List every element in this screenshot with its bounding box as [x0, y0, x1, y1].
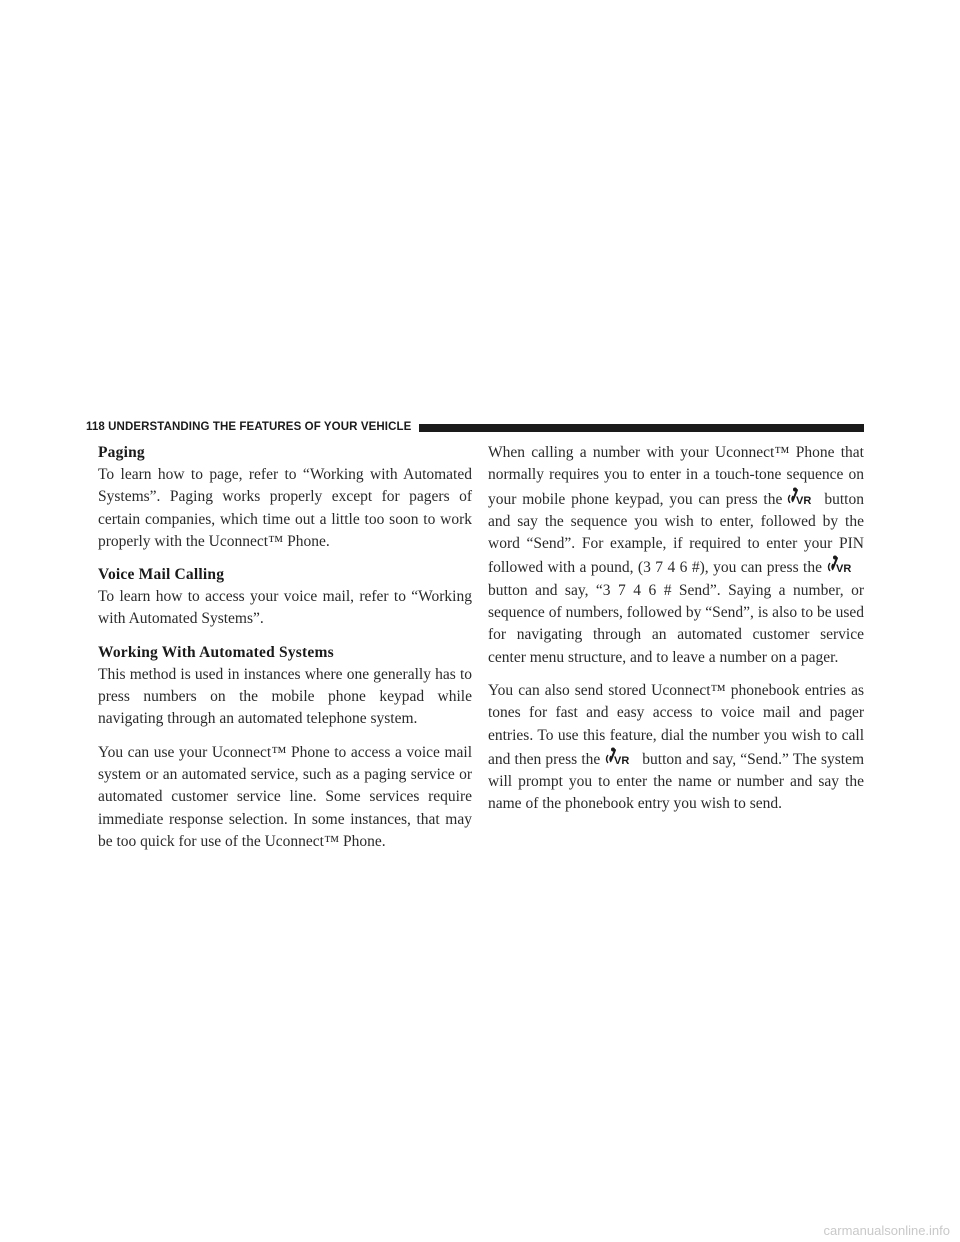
automated-heading: Working With Automated Systems	[98, 643, 334, 661]
automated-paragraph-1: This method is used in instances where one generally has to press numbers on the mobile phone keypad while navigating through an automated telephone system.	[98, 665, 472, 728]
watermark-text: carmanualsonline.info	[823, 1223, 950, 1238]
touch-tone-text-c: button and say, “3 7 4 6 # Send”. Saying a number, or sequence of numbers, followed by “Send”, is also to be used for navigating through an automated customer service center menu structure, and to leave a number on a pager.	[488, 581, 864, 666]
voice-recognition-icon	[826, 555, 860, 575]
voicemail-text: To learn how to access your voice mail, refer to “Working with Automated Systems”.	[98, 588, 472, 628]
paging-heading: Paging	[98, 444, 145, 461]
right-column	[488, 442, 864, 816]
paging-text: To learn how to page, refer to “Working with Automated Systems”. Paging works properly except for pagers of certain companies, which time out a little too soon to work properly with the Uconnect™ Phone.	[98, 466, 472, 550]
touch-tone-text-b: button and say the sequence you wish to enter, followed by the word “Send”. For example, if required to enter your PIN followed with a pound, (3 7 4 6 #), you can press the	[488, 490, 864, 577]
voice-recognition-icon	[604, 747, 638, 767]
left-column	[98, 442, 472, 853]
phonebook-tones-paragraph	[488, 680, 864, 816]
page-header	[86, 418, 864, 436]
header-rule	[419, 424, 864, 432]
touch-tone-text-a: When calling a number with your Uconnect™ Phone that normally requires you to enter in a touch-tone sequence on your mobile phone keypad, you can press the	[488, 444, 864, 508]
page-header-title: 118 UNDERSTANDING THE FEATURES OF YOUR VEHICLE	[86, 421, 412, 433]
automated-paragraph-2: You can use your Uconnect™ Phone to access a voice mail system or an automated service, such as a paging service or automated customer service line. Some services require immediate response selection. In some instances, that may be too quick for use of the Uconnect™ Phone.	[98, 743, 472, 850]
phonebook-text-a: You can also send stored Uconnect™ phonebook entries as tones for fast and easy access to voice mail and pager entries. To use this feature, dial the number you wish to call and then press the	[488, 681, 864, 768]
voice-recognition-icon	[786, 487, 820, 507]
voicemail-heading: Voice Mail Calling	[98, 566, 225, 584]
phonebook-text-b: button and say, “Send.” The system will prompt you to enter the name or number and say the name of the phonebook entry you wish to send.	[488, 750, 865, 813]
touch-tone-paragraph	[488, 442, 864, 669]
